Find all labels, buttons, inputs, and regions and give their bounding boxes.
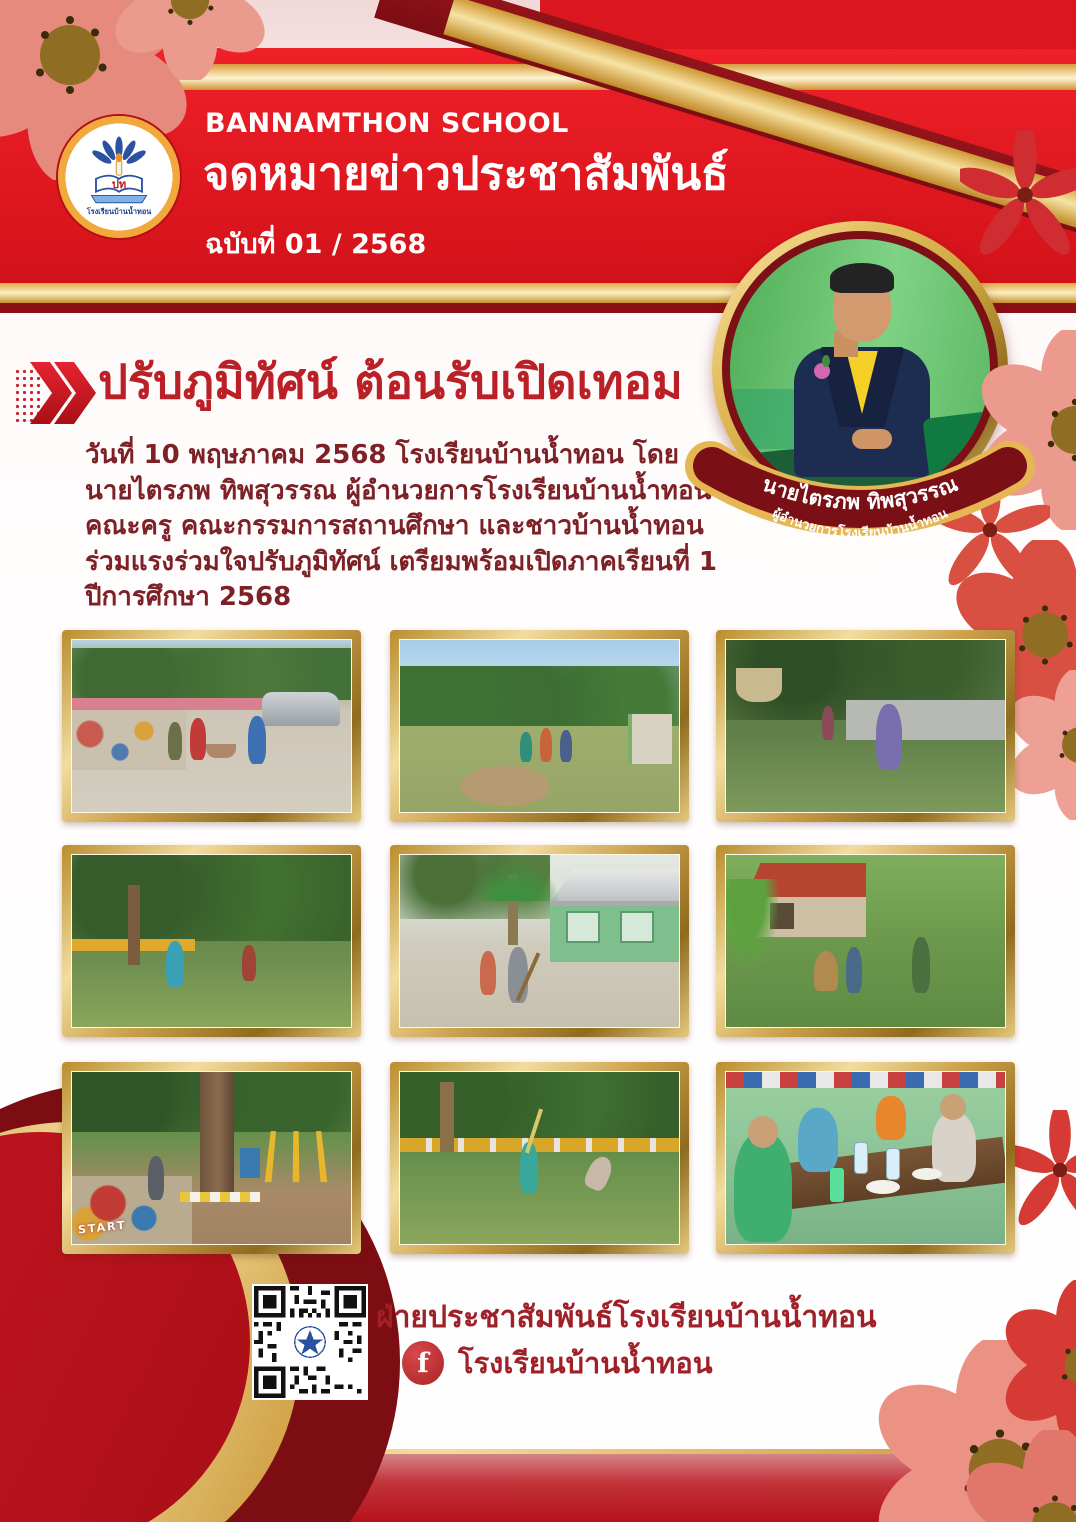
emblem-ribbon [91, 195, 146, 202]
photo-8-image [399, 1071, 680, 1245]
water-bottle [886, 1148, 900, 1180]
emblem-book-letters: ปท [111, 178, 127, 192]
facebook-link-row[interactable] [402, 1340, 713, 1386]
photo-5-image [399, 854, 680, 1028]
person [540, 728, 552, 762]
emblem-candle [116, 160, 122, 175]
qr-code [252, 1284, 368, 1400]
photo-frame-5 [390, 845, 689, 1037]
facebook-page-name[interactable]: โรงเรียนบ้านน้ำทอน [458, 1346, 713, 1380]
flower-top-left-2 [110, 0, 270, 80]
curb [180, 1192, 260, 1202]
person [248, 716, 266, 764]
logo-school-name: โรงเรียนบ้านน้ำทอน [86, 206, 152, 216]
photo-7-image [71, 1071, 352, 1245]
person-orange-shirt [876, 1096, 906, 1140]
swing-frame [265, 1131, 328, 1182]
photo-6-image [725, 854, 1006, 1028]
person [560, 730, 572, 762]
window [566, 911, 600, 943]
plate [912, 1168, 942, 1180]
flower-bottom-right-red [1000, 1280, 1076, 1450]
article-body [85, 438, 775, 616]
photo-3-image [725, 639, 1006, 813]
window [620, 911, 654, 943]
newsletter-title: จดหมายข่าวประชาสัมพันธ์ [203, 147, 729, 200]
bunting [726, 1072, 1005, 1088]
roof [550, 869, 680, 903]
green-drink [830, 1168, 844, 1202]
photo-frame-3 [716, 630, 1015, 822]
body-line-4: ร่วมแรงร่วมใจปรับภูมิทัศน์ เตรียมพร้อมเปิดภาคเรียนที่ 1 [85, 546, 717, 577]
head [940, 1094, 966, 1120]
photo-frame-7 [62, 1062, 361, 1254]
footer-department: ฝ่ายประชาสัมพันธ์โรงเรียนบ้านน้ำทอน [376, 1300, 877, 1335]
school-emblem [73, 131, 165, 223]
body-line-1: วันที่ 10 พฤษภาคม 2568 โรงเรียนบ้านน้ำทอน โดย [85, 440, 679, 470]
photo-4-image [71, 854, 352, 1028]
flower-bottom-right-coral [960, 1430, 1076, 1522]
wheelbarrow [206, 744, 236, 758]
person-blue-shirt [798, 1108, 838, 1172]
palm-fronds [470, 861, 560, 901]
photo-1-image [71, 639, 352, 813]
car [262, 692, 340, 726]
photo-9-image [725, 1071, 1006, 1245]
photo-frame-9 [716, 1062, 1015, 1254]
article-headline: ปรับภูมิทัศน์ ต้อนรับเปิดเทอม [98, 355, 683, 410]
photo-frame-2 [390, 630, 689, 822]
body-line-3: คณะครู คณะกรรมการสถานศึกษา และชาวบ้านน้ำทอน [85, 511, 704, 542]
photo-frame-4 [62, 845, 361, 1037]
person [190, 718, 206, 760]
person-green [912, 937, 930, 993]
water-bottle [854, 1142, 868, 1174]
person [480, 951, 496, 995]
playground-item [240, 1148, 260, 1178]
body-line-2: นายไตรภพ ทิพสุวรรณ ผู้อำนวยการโรงเรียนบ้านน้ำทอน [85, 475, 712, 506]
school-name-english: BANNAMTHON SCHOOL [205, 108, 569, 139]
hair [830, 263, 894, 293]
tree-trunk [128, 885, 140, 965]
concrete-wall [846, 700, 1006, 740]
dirt-patch [460, 766, 550, 806]
double-chevron-icon [30, 362, 96, 424]
banana-leaves [725, 879, 778, 969]
photo-2-image [399, 639, 680, 813]
start-label: START [77, 1218, 128, 1237]
flower-mid-right-2 [1005, 670, 1076, 820]
trees [72, 855, 351, 941]
person-purple [876, 704, 902, 770]
person-straw-hat [814, 951, 838, 991]
director-title: ผู้อำนวยการโรงเรียนบ้านน้ำทอน [770, 506, 950, 542]
body-line-5: ปีการศึกษา 2568 [85, 582, 292, 613]
person [822, 706, 834, 740]
person-blue [166, 941, 184, 987]
big-tree-trunk [200, 1072, 234, 1202]
flower-lily-top-right [960, 130, 1076, 260]
emblem-flame [116, 153, 122, 162]
person-green-shirt [734, 1132, 792, 1242]
pink-wall [72, 698, 267, 710]
issue-number: ฉบับที่ 01 / 2568 [205, 229, 427, 260]
person [168, 722, 182, 760]
person [520, 732, 532, 762]
director-name: นายไตรภพ ทิพสุวรรณ [759, 471, 961, 515]
hut-roof [736, 668, 782, 702]
tree-trunk [440, 1082, 454, 1152]
facebook-icon[interactable]: f [402, 1341, 444, 1385]
person [846, 947, 862, 993]
person [242, 945, 256, 981]
plate [866, 1180, 900, 1194]
photo-frame-8 [390, 1062, 689, 1254]
photo-frame-1 [62, 630, 361, 822]
shrine [628, 714, 672, 764]
person [148, 1156, 164, 1200]
school-logo [58, 116, 180, 238]
head [748, 1116, 778, 1148]
director-name-banner [680, 428, 1040, 578]
photo-frame-6 [716, 845, 1015, 1037]
person-bending [582, 1153, 616, 1193]
